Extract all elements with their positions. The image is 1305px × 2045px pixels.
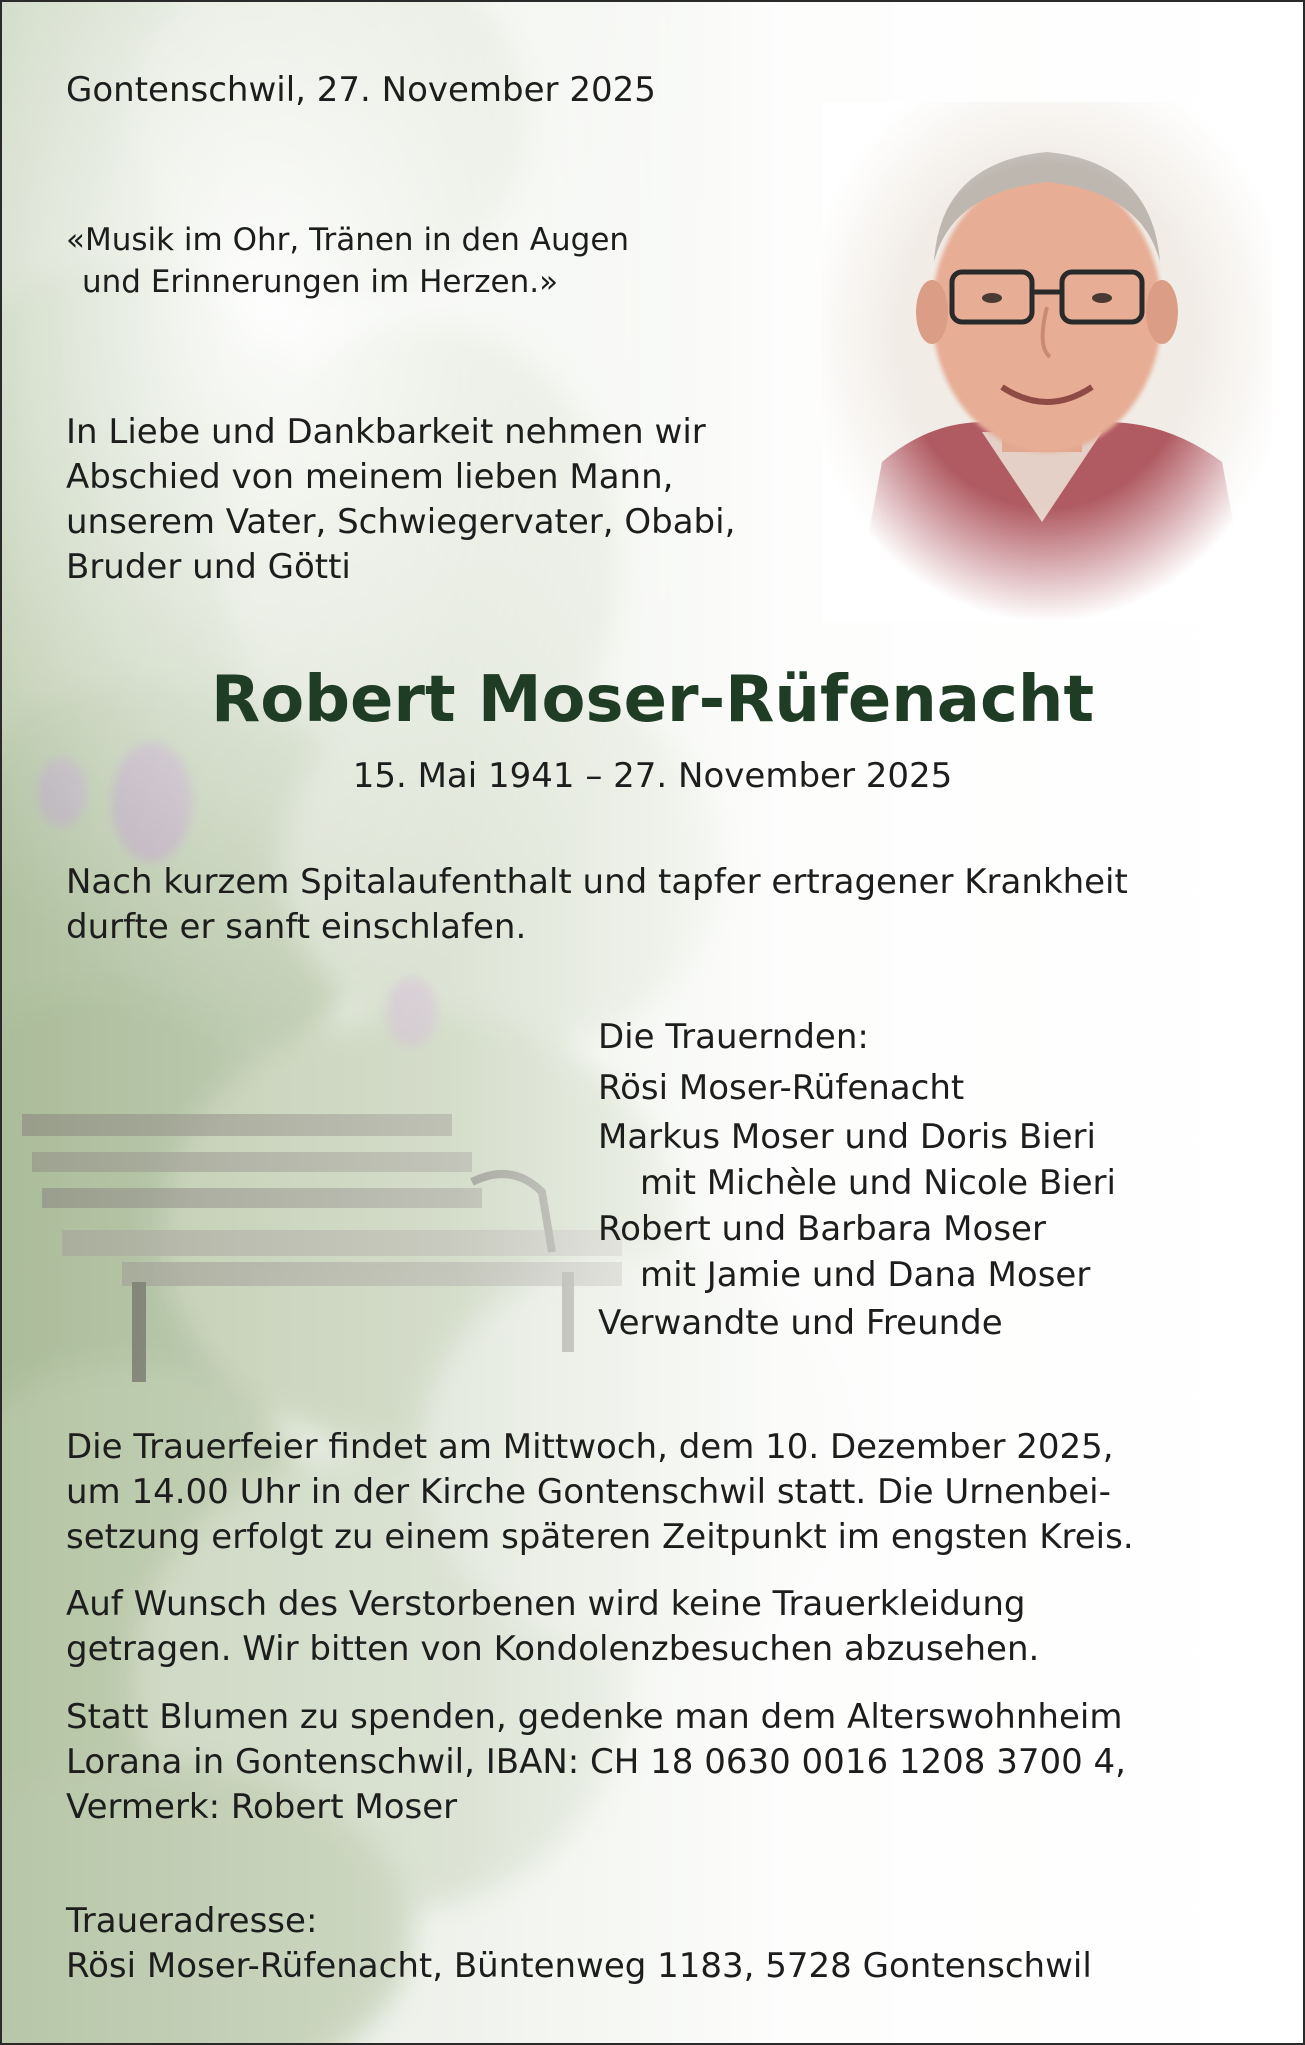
- portrait-photo: [822, 102, 1272, 622]
- mourner-entry: Markus Moser und Doris Bieri: [598, 1117, 1096, 1157]
- quote-line: und Erinnerungen im Herzen.»: [82, 264, 559, 300]
- donation-line: Statt Blumen zu spenden, gedenke man dem Alterswohnheim: [66, 1697, 1123, 1737]
- place-date: Gontenschwil, 27. November 2025: [66, 70, 656, 110]
- clothing-paragraph: [66, 1582, 1039, 1672]
- donation-paragraph: [66, 1695, 1126, 1830]
- quote: [66, 219, 629, 303]
- mourners-heading: Die Trauernden:: [598, 1017, 869, 1057]
- donation-line: Lorana in Gontenschwil, IBAN: CH 18 0630 0016 1208 3700 4,: [66, 1742, 1126, 1782]
- donation-line: Vermerk: Robert Moser: [66, 1787, 458, 1827]
- intro-line: unserem Vater, Schwiegervater, Obabi,: [66, 502, 736, 542]
- deceased-name: Robert Moser-Rüfenacht: [210, 663, 1095, 737]
- mourner-entry: Robert und Barbara Moser: [598, 1209, 1046, 1249]
- mourning-address: [66, 1899, 1092, 1989]
- mourners-list: [598, 1012, 1116, 1349]
- mourner-entry: Verwandte und Freunde: [598, 1303, 1003, 1343]
- clothing-line: getragen. Wir bitten von Kondolenzbesuchen abzusehen.: [66, 1629, 1040, 1669]
- address-line: Rösi Moser-Rüfenacht, Büntenweg 1183, 5728 Gontenschwil: [66, 1946, 1092, 1986]
- clothing-line: Auf Wunsch des Verstorbenen wird keine Trauerkleidung: [66, 1584, 1026, 1624]
- life-dates: 15. Mai 1941 – 27. November 2025: [352, 756, 953, 796]
- intro-line: Abschied von meinem lieben Mann,: [66, 457, 674, 497]
- mourner-entry: mit Michèle und Nicole Bieri: [640, 1163, 1116, 1203]
- passing-line: durfte er sanft einschlafen.: [66, 907, 527, 947]
- ceremony-line: setzung erfolgt zu einem späteren Zeitpunkt im engsten Kreis.: [66, 1517, 1134, 1557]
- intro-line: Bruder und Götti: [66, 547, 351, 587]
- intro-line: In Liebe und Dankbarkeit nehmen wir: [66, 412, 706, 452]
- ceremony-line: Die Trauerfeier findet am Mittwoch, dem 10. Dezember 2025,: [66, 1427, 1114, 1467]
- passing-paragraph: [66, 860, 1128, 950]
- ceremony-paragraph: [66, 1425, 1134, 1560]
- mourner-entry: mit Jamie und Dana Moser: [640, 1255, 1091, 1295]
- quote-line: «Musik im Ohr, Tränen in den Augen: [66, 222, 630, 258]
- mourner-entry: Rösi Moser-Rüfenacht: [598, 1068, 965, 1108]
- ceremony-line: um 14.00 Uhr in der Kirche Gontenschwil statt. Die Urnenbei-: [66, 1472, 1111, 1512]
- passing-line: Nach kurzem Spitalaufenthalt und tapfer ertragener Krankheit: [66, 862, 1128, 902]
- address-heading: Traueradresse:: [66, 1901, 318, 1941]
- intro-paragraph: [66, 410, 735, 590]
